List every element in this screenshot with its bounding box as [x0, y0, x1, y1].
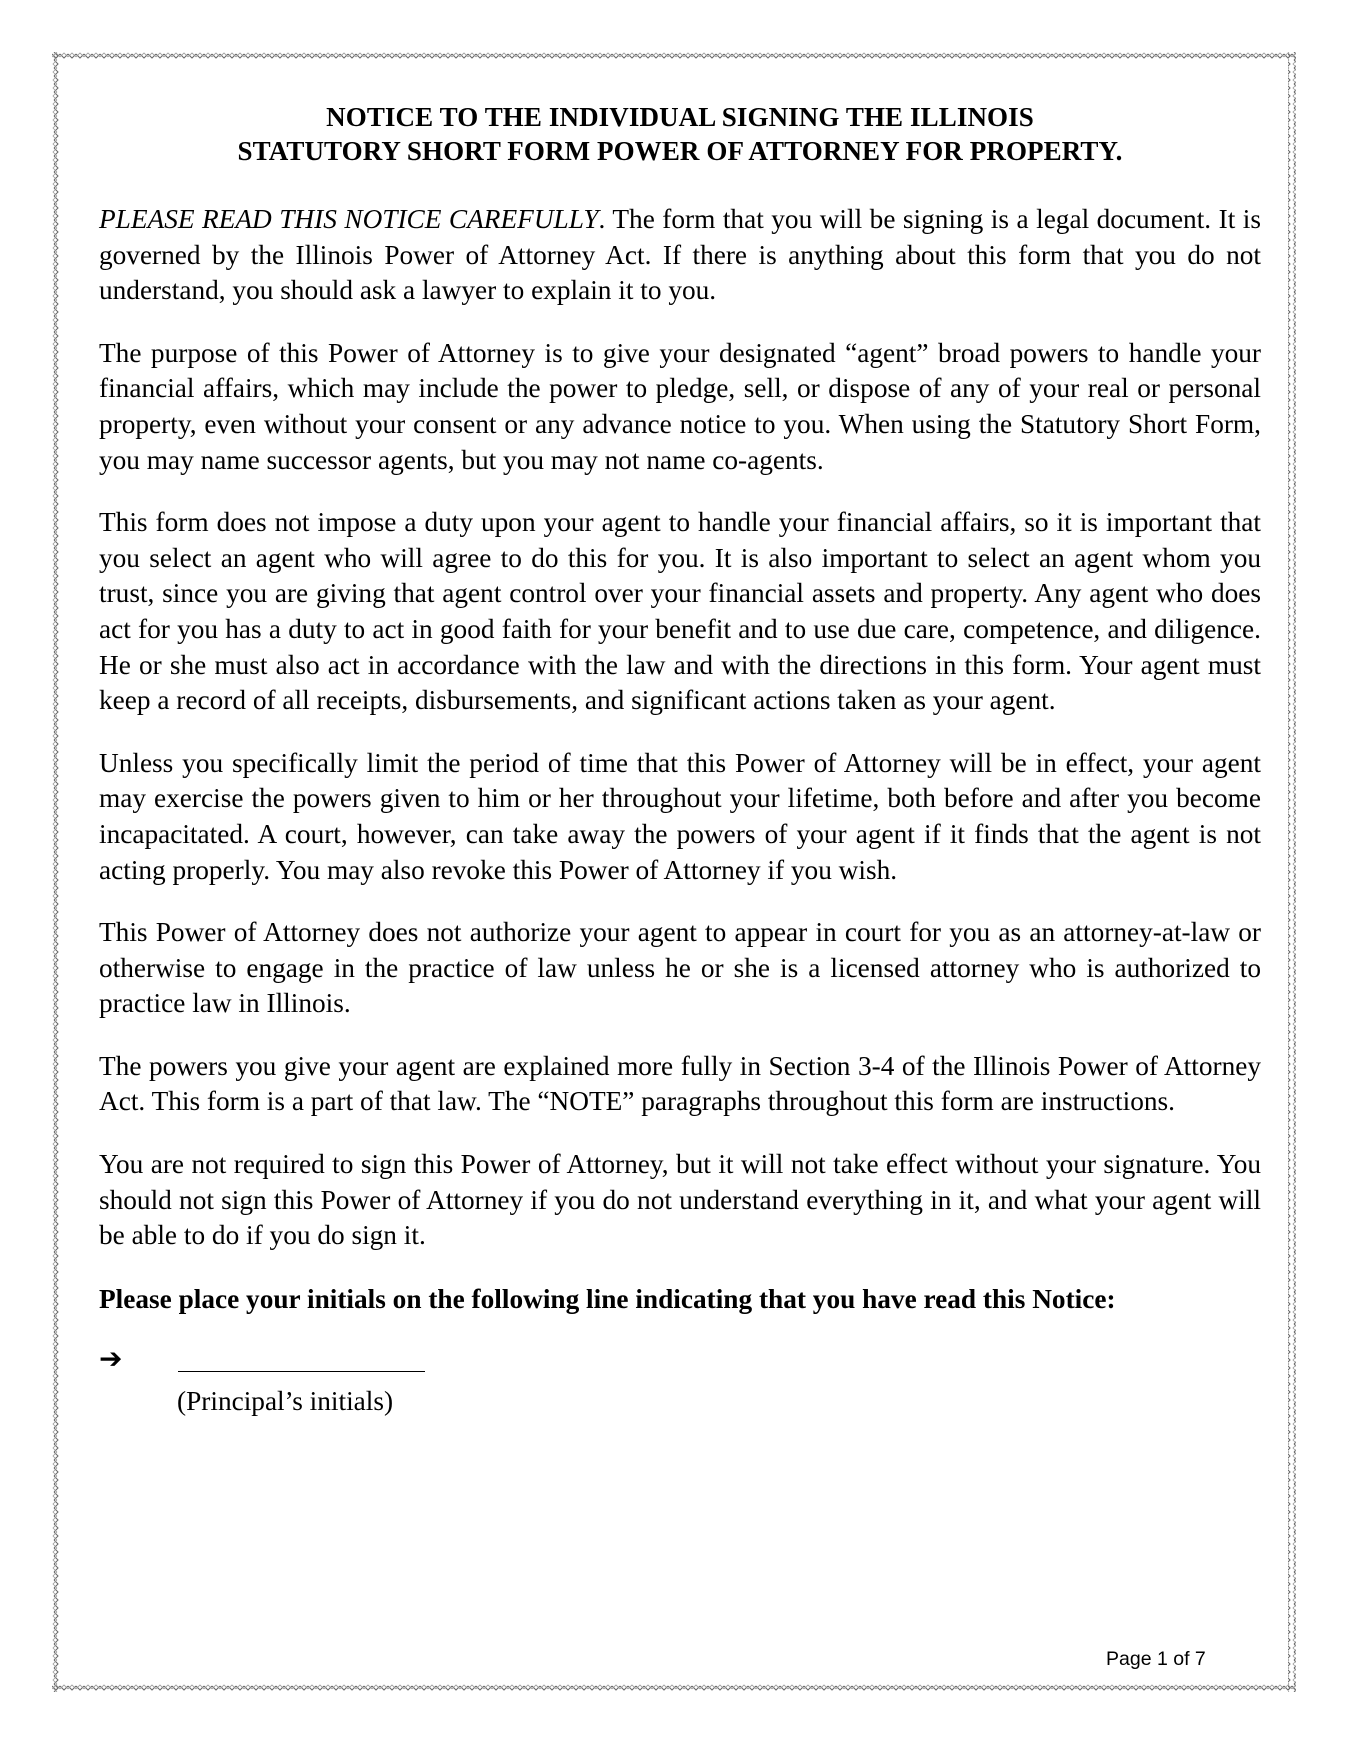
- initials-instruction: Please place your initials on the following line indicating that you have read this Notice:: [99, 1283, 1116, 1314]
- arrow-right-icon: ➔: [99, 1341, 123, 1375]
- paragraph-read-carefully: [99, 202, 1261, 309]
- title-line-1: NOTICE TO THE INDIVIDUAL SIGNING THE ILLINOIS: [326, 102, 1034, 132]
- notice-body: [99, 100, 1261, 1430]
- notice-title: [99, 100, 1261, 168]
- paragraph-duration: Unless you specifically limit the period of time that this Power of Attorney will be in effect, your agent may exercise the powers given to him or her throughout your lifetime, both before and after you become incapacitated. A court, however, can take away the powers of your agent if it finds that the agent is not acting properly. You may also revoke this Power of Attorney if you wish.: [99, 747, 1261, 885]
- paragraph-practice-of-law: This Power of Attorney does not authorize your agent to appear in court for you as an attorney-at-law or otherwise to engage in the practice of law unless he or she is a licensed attorney who is authorized to practice law in Illinois.: [99, 917, 1261, 1019]
- initials-label: (Principal’s initials): [177, 1385, 394, 1416]
- paragraph-purpose: The purpose of this Power of Attorney is to give your designated “agent” broad powers to handle your financial affairs, which may include the power to pledge, sell, or dispose of any of your real or personal property, even without your consent or any advance notice to you. When using the Statutory Short Form, you may name successor agents, but you may not name co-agents.: [99, 337, 1261, 475]
- initials-line[interactable]: [178, 1371, 425, 1372]
- read-carefully-text: . The form that you will be signing is a legal document. It is governed by the Illinois Power of Attorney Act. If there is anything about this form that you do not understand, you should ask a lawyer to explain it to you.: [99, 204, 1261, 306]
- paragraph-agent-duty: This form does not impose a duty upon your agent to handle your financial affairs, so it is important that you select an agent who will agree to do this for you. It is also important to select an agent whom you trust, since you are giving that agent control over your financial assets and property. Any agent who does act for you has a duty to act in good faith for your benefit and to use due care, competence, and diligence. He or she must also act in accordance with the law and with the directions in this form. Your agent must keep a record of all receipts, disbursements, and significant actions taken as your agent.: [99, 507, 1261, 716]
- page-number: Page 1 of 7: [1106, 1648, 1206, 1670]
- read-carefully-lead: PLEASE READ THIS NOTICE CAREFULLY: [99, 204, 599, 234]
- title-line-2: STATUTORY SHORT FORM POWER OF ATTORNEY FOR PROPERTY.: [237, 136, 1123, 166]
- paragraph-signing: You are not required to sign this Power of Attorney, but it will not take effect without your signature. You should not sign this Power of Attorney if you do not understand everything in it, and what your agent will be able to do if you do sign it.: [99, 1149, 1261, 1251]
- paragraph-powers-explained: The powers you give your agent are explained more fully in Section 3-4 of the Illinois Power of Attorney Act. This form is a part of that law. The “NOTE” paragraphs throughout this form are instructions.: [99, 1050, 1261, 1117]
- initials-block: [99, 1341, 1261, 1430]
